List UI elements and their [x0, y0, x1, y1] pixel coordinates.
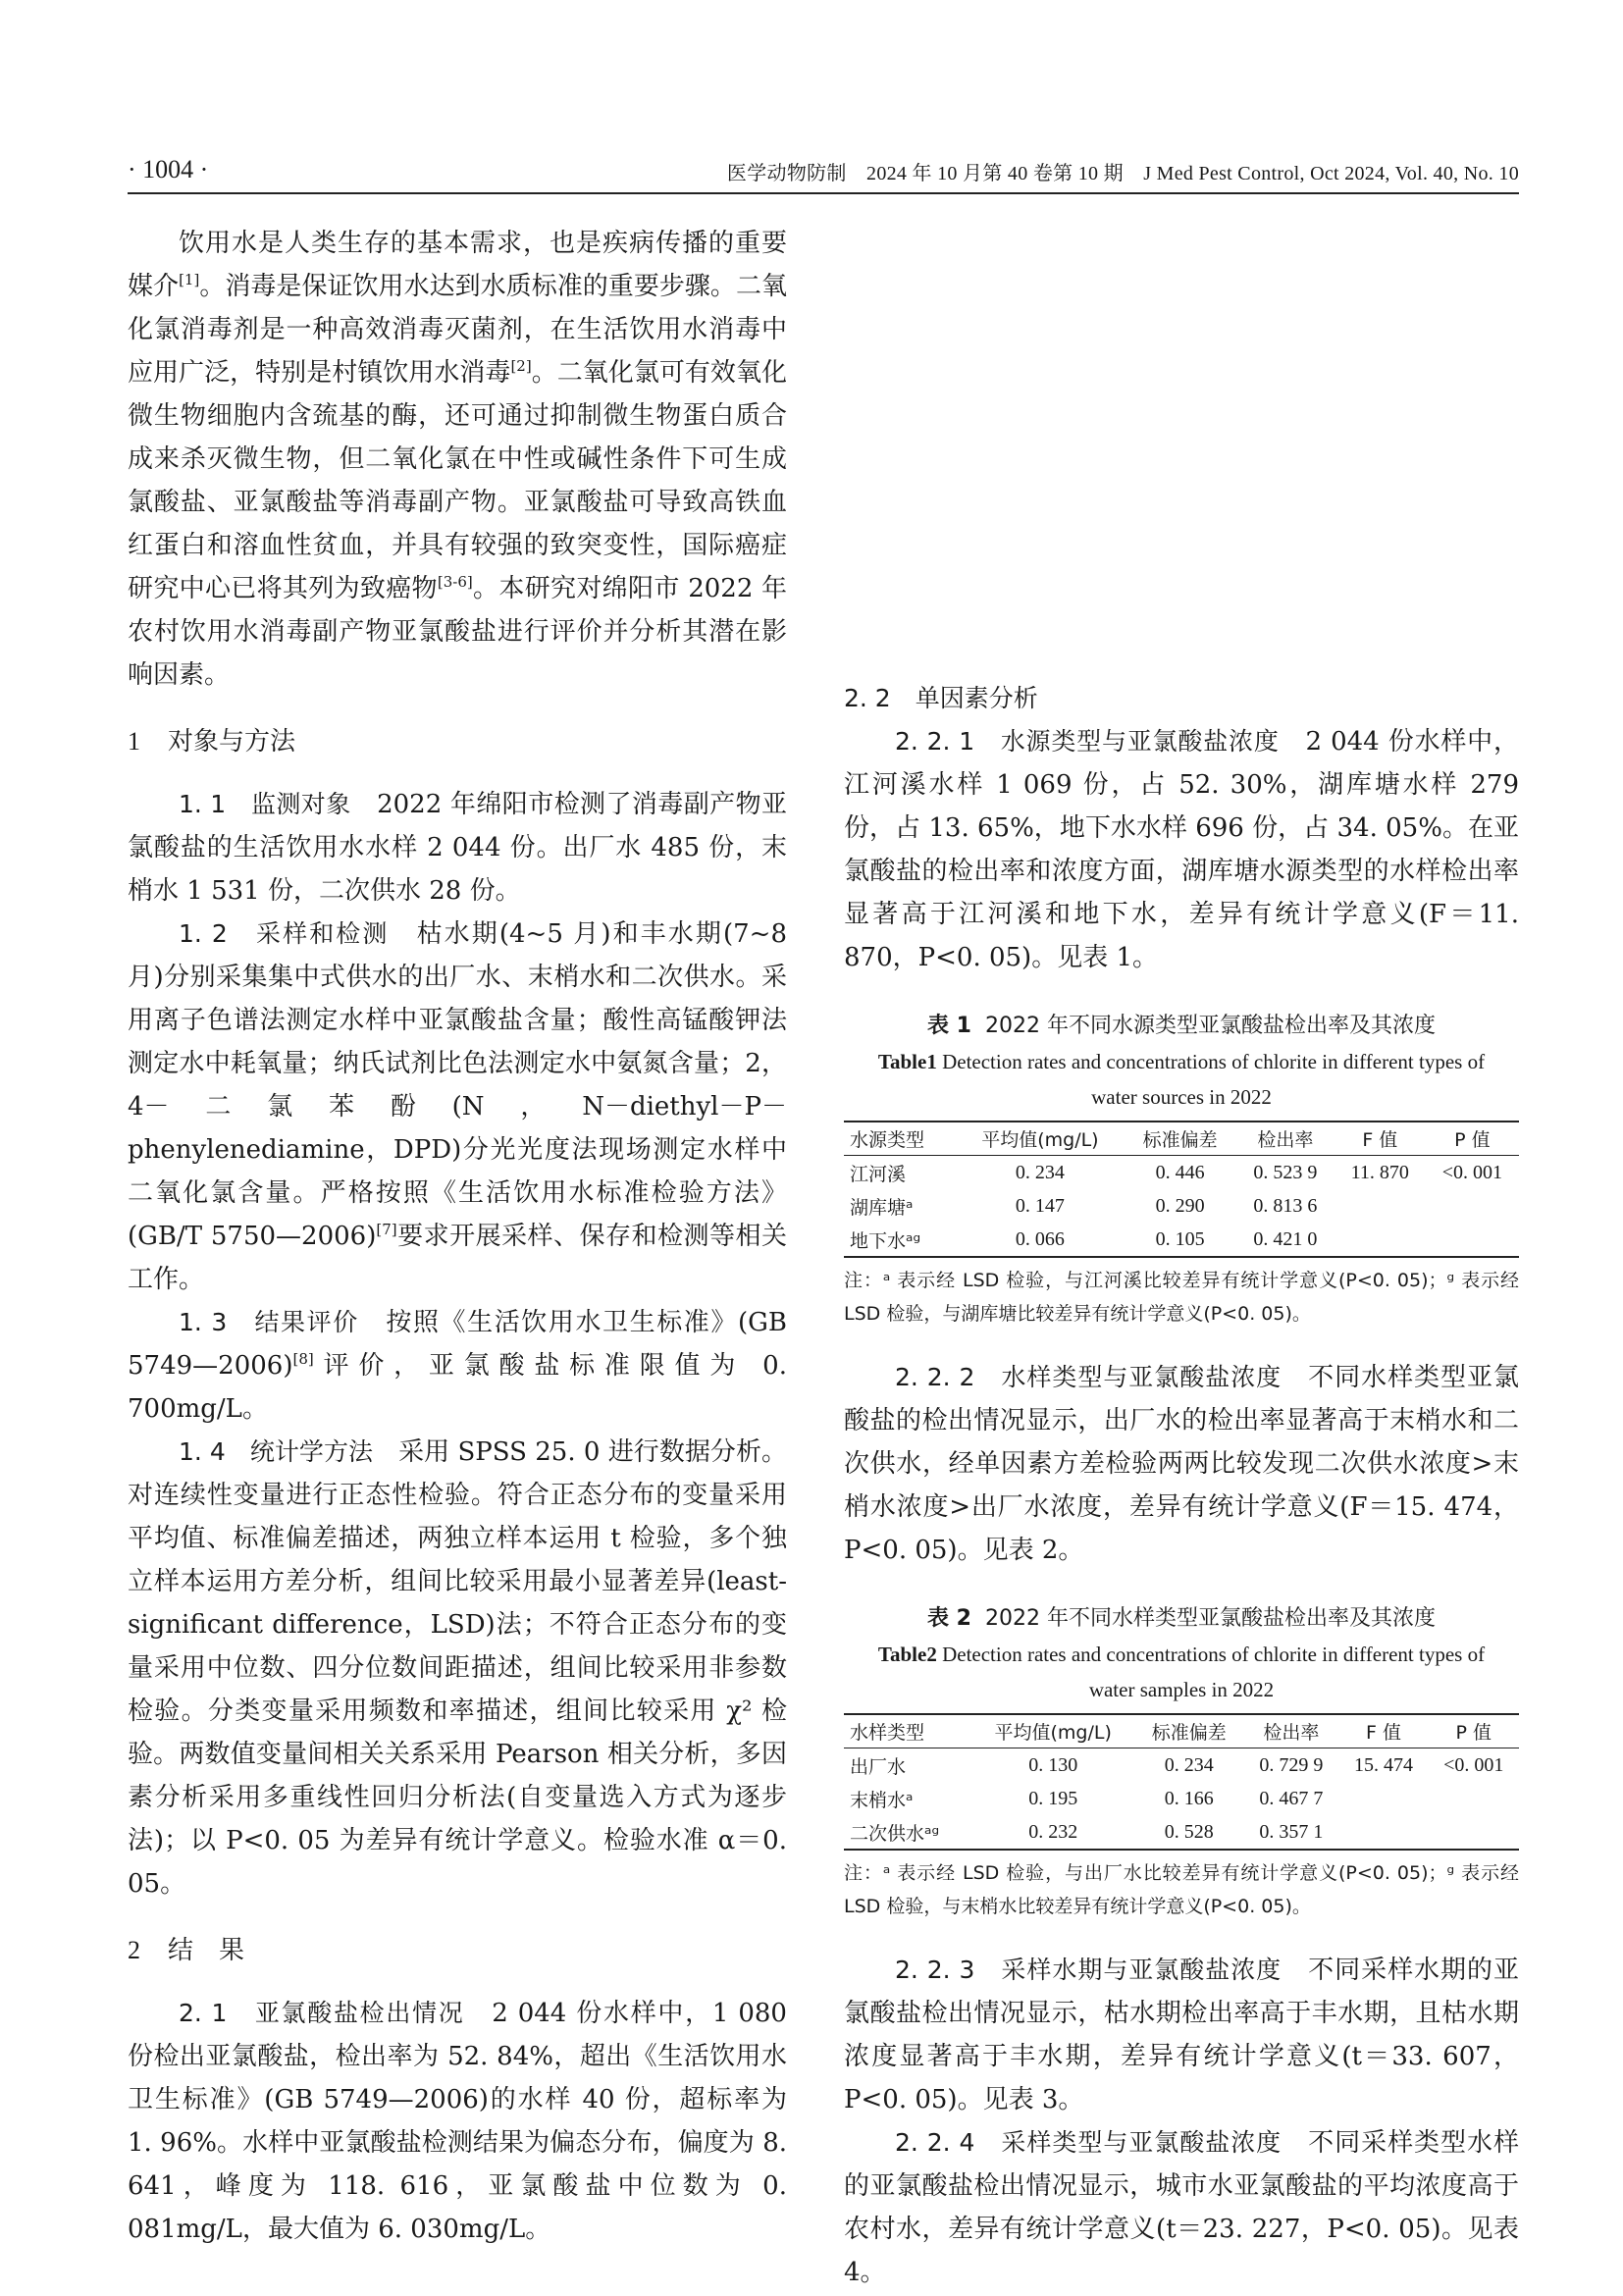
- table-cell: <0. 001: [1441, 1161, 1502, 1183]
- table-1-note: 注：ᵃ 表示经 LSD 检验，与江河溪比较差异有统计学意义(P<0. 05)；ᵍ 表示经 LSD 检验，与湖库塘比较差异有统计学意义(P<0. 05)。: [844, 1270, 1519, 1325]
- table-header-row: [844, 1122, 1519, 1156]
- heading-1-3: 1. 3 结果评价: [179, 1308, 359, 1336]
- heading-2-2-3: 2. 2. 3 采样水期与亚氯酸盐浓度: [895, 1956, 1283, 1984]
- table-row: [844, 1223, 1519, 1257]
- column-header: 水源类型: [844, 1122, 956, 1156]
- column-header: F 值: [1339, 1714, 1429, 1748]
- citation-1[interactable]: [1]: [179, 271, 200, 288]
- table-cell: 0. 813 6: [1253, 1194, 1318, 1217]
- table-cell: 0. 232: [1028, 1820, 1078, 1843]
- table-cell: 0. 528: [1164, 1820, 1214, 1843]
- column-header: 检出率: [1236, 1122, 1335, 1156]
- table-cell: 地下水ᵃᵍ: [850, 1229, 921, 1252]
- table-row: [844, 1782, 1519, 1815]
- table-cell: 0. 421 0: [1253, 1227, 1318, 1250]
- table-cell: 11. 870: [1350, 1161, 1409, 1183]
- table-cell: [1428, 1815, 1519, 1850]
- column-header: 平均值(mg/L): [956, 1122, 1124, 1156]
- table-cell: [1335, 1189, 1426, 1223]
- column-header: P 值: [1426, 1122, 1519, 1156]
- table-cell: 0. 523 9: [1253, 1161, 1318, 1183]
- table-2-note: 注：ᵃ 表示经 LSD 检验，与出厂水比较差异有统计学意义(P<0. 05)；ᵍ 表示经 LSD 检验，与末梢水比较差异有统计学意义(P<0. 05)。: [844, 1862, 1519, 1917]
- paragraph-2-2-3: 2. 2. 3 采样水期与亚氯酸盐浓度 不同采样水期的亚氯酸盐检出情况显示，枯水期检出率高于丰水期，且枯水期浓度显著高于丰水期，差异有统计学意义(t＝33. 607，P<0. 05)。见表 3。: [844, 1956, 1519, 2114]
- table-1-caption-cn: 表 1 2022 年不同水源类型亚氯酸盐检出率及其浓度: [927, 1014, 1436, 1038]
- table-cell: [1426, 1189, 1519, 1223]
- column-header: F 值: [1335, 1122, 1426, 1156]
- table-cell: [1428, 1782, 1519, 1815]
- page-number: · 1004 ·: [128, 155, 209, 183]
- paragraph-1-1: 1. 1 监测对象 2022 年绵阳市检测了消毒副产物亚氯酸盐的生活饮用水水样 2 044 份。出厂水 485 份，末梢水 1 531 份，二次供水 28 份。: [128, 790, 787, 906]
- table-2-caption-en: Table2 Detection rates and concentrations of chlorite in different types of water samples in 2022: [877, 1643, 1486, 1701]
- table-cell: [1426, 1223, 1519, 1257]
- table-1-grid: [844, 1121, 1519, 1258]
- table-row: [844, 1189, 1519, 1223]
- table-cell: 0. 467 7: [1259, 1787, 1324, 1809]
- table-cell: [1339, 1782, 1429, 1815]
- section-2-title: 2 结 果: [128, 1936, 245, 1965]
- paragraph-1-4: 1. 4 统计学方法 采用 SPSS 25. 0 进行数据分析。对连续性变量进行正态性检验。符合正态分布的变量采用平均值、标准偏差描述，两独立样本运用 t 检验，多个独立样本运用方差分析，组间比较采用最小显著差异(least-significant difference，LSD)法；不符合正态分布的变量采用中位数、四分位数间距描述，组间比较采用非参数检验。分类变量采用频数和率描述，组间比较采用 χ² 检验。两数值变量间相关关系采用 Pearson 相关分析，多因素分析采用多重线性回归分析法(自变量选入方式为逐步法)；以 P<0. 05 为差异有统计学意义。检验水准 α＝0. 05。: [128, 1437, 788, 1899]
- citation-2[interactable]: [2]: [510, 357, 532, 375]
- table-cell: <0. 001: [1443, 1753, 1504, 1776]
- table-2: [844, 1601, 1519, 1923]
- paragraph-2-2-4: 2. 2. 4 采样类型与亚氯酸盐浓度 不同采样类型水样的亚氯酸盐检出情况显示，城市水亚氯酸盐的平均浓度高于农村水，差异有统计学意义(t＝23. 227，P<0. 05)。见表 4。: [844, 2128, 1519, 2287]
- column-header: 检出率: [1243, 1714, 1338, 1748]
- table-cell: 末梢水ᵃ: [850, 1789, 914, 1811]
- table-1-caption-en: Table1 Detection rates and concentrations of chlorite in different types of water sources in 2022: [877, 1050, 1486, 1109]
- heading-2-2-2: 2. 2. 2 水样类型与亚氯酸盐浓度: [895, 1363, 1283, 1391]
- heading-2-2-1: 2. 2. 1 水源类型与亚氯酸盐浓度: [895, 727, 1280, 756]
- table-2-grid: [844, 1713, 1519, 1851]
- paragraph-2-2-2: 2. 2. 2 水样类型与亚氯酸盐浓度 不同水样类型亚氯酸盐的检出情况显示，出厂水的检出率显著高于末梢水和二次供水，经单因素方差检验两两比较发现二次供水浓度>末梢水浓度>出厂水浓度，差异有统计学意义(F＝15. 474，P<0. 05)。见表 2。: [844, 1363, 1519, 1565]
- table-cell: 湖库塘ᵃ: [850, 1196, 914, 1219]
- table-1: [844, 1009, 1519, 1331]
- table-cell: 江河溪: [850, 1163, 907, 1185]
- heading-1-1: 1. 1 监测对象: [179, 790, 351, 818]
- table-cell: [1335, 1223, 1426, 1257]
- left-column: [128, 222, 787, 2251]
- citation-8[interactable]: [8]: [292, 1350, 314, 1368]
- table-cell: 0. 166: [1164, 1787, 1214, 1809]
- column-header: P 值: [1428, 1714, 1519, 1748]
- heading-2-2: 2. 2 单因素分析: [844, 684, 1038, 712]
- table-cell: 0. 234: [1164, 1753, 1214, 1776]
- heading-1-4: 1. 4 统计学方法: [179, 1437, 374, 1466]
- table-cell: 0. 105: [1155, 1227, 1205, 1250]
- intro-paragraph: 饮用水是人类生存的基本需求，也是疾病传播的重要媒介[1]。消毒是保证饮用水达到水质标准的重要步骤。二氧化氯消毒剂是一种高效消毒灭菌剂，在生活饮用水消毒中应用广泛，特别是村镇饮用水消毒[2]。二氧化氯可有效氧化微生物细胞内含巯基的酶，还可通过抑制微生物蛋白质合成来杀灭微生物，但二氧化氯在中性或碱性条件下可生成氯酸盐、亚氯酸盐等消毒副产物。亚氯酸盐可导致高铁血红蛋白和溶血性贫血，并具有较强的致突变性，国际癌症研究中心已将其列为致癌物[3-6]。本研究对绵阳市 2022 年农村饮用水消毒副产物亚氯酸盐进行评价并分析其潜在影响因素。: [128, 229, 787, 690]
- table-cell: 0. 066: [1015, 1227, 1065, 1250]
- table-cell: 0. 729 9: [1259, 1753, 1324, 1776]
- section-1-title: 1 对象与方法: [128, 727, 296, 757]
- column-header: 标准偏差: [1134, 1714, 1243, 1748]
- table-cell: 0. 446: [1155, 1161, 1205, 1183]
- heading-1-2: 1. 2 采样和检测: [179, 919, 390, 948]
- table-cell: 出厂水: [850, 1755, 907, 1778]
- column-header: 平均值(mg/L): [971, 1714, 1134, 1748]
- table-row: [844, 1156, 1519, 1190]
- table-row: [844, 1748, 1519, 1783]
- heading-2-1: 2. 1 亚氯酸盐检出情况: [179, 1999, 465, 2027]
- journal-running-head: 医学动物防制 2024 年 10 月第 40 卷第 10 期 J Med Pest Control, Oct 2024, Vol. 40, No. 10: [726, 163, 1519, 184]
- table-cell: [1339, 1815, 1429, 1850]
- paragraph-2-2-1: 2. 2. 1 水源类型与亚氯酸盐浓度 2 044 份水样中，江河溪水样 1 069 份，占 52. 30%，湖库塘水样 279 份，占 13. 65%，地下水水样 696 份，占 34. 05%。在亚氯酸盐的检出率和浓度方面，湖库塘水源类型的水样检出率显著高于江河溪和地下水，差异有统计学意义(F＝11. 870，P<0. 05)。见表 1。: [844, 727, 1519, 972]
- table-2-caption-cn: 表 2 2022 年不同水样类型亚氯酸盐检出率及其浓度: [927, 1606, 1436, 1631]
- table-row: [844, 1815, 1519, 1850]
- heading-2-2-4: 2. 2. 4 采样类型与亚氯酸盐浓度: [895, 2128, 1283, 2157]
- column-header: 标准偏差: [1124, 1122, 1235, 1156]
- column-header: 水样类型: [844, 1714, 971, 1748]
- table-cell: 0. 357 1: [1259, 1820, 1324, 1843]
- table-cell: 0. 195: [1028, 1787, 1078, 1809]
- table-cell: 15. 474: [1353, 1753, 1413, 1776]
- citation-7[interactable]: [7]: [376, 1221, 397, 1238]
- citation-3-6[interactable]: [3-6]: [437, 573, 473, 591]
- table-cell: 0. 290: [1155, 1194, 1205, 1217]
- right-column: [844, 677, 1519, 2294]
- running-header: [128, 153, 1519, 194]
- table-cell: 0. 234: [1015, 1161, 1065, 1183]
- table-cell: 0. 130: [1028, 1753, 1078, 1776]
- paragraph-1-2: 1. 2 采样和检测 枯水期(4~5 月)和丰水期(7~8 月)分别采集集中式供水的出厂水、末梢水和二次供水。采用离子色谱法测定水样中亚氯酸盐含量；酸性高锰酸钾法测定水中耗氧量；纳氏试剂比色法测定水中氨氮含量；2，4－二氯苯酚(N，N－diethyl－P－phenylenediamine，DPD)分光光度法现场测定水样中二氧化氯含量。严格按照《生活饮用水标准检验方法》(GB/T 5750—2006)[7]要求开展采样、保存和检测等相关工作。: [128, 919, 787, 1294]
- table-header-row: [844, 1714, 1519, 1748]
- paragraph-2-1: 2. 1 亚氯酸盐检出情况 2 044 份水样中，1 080 份检出亚氯酸盐，检出率为 52. 84%，超出《生活饮用水卫生标准》(GB 5749—2006)的水样 40 份，超标率为 1. 96%。水样中亚氯酸盐检测结果为偏态分布，偏度为 8. 641，峰度为 118. 616，亚氯酸盐中位数为 0. 081mg/L，最大值为 6. 030mg/L。: [128, 1999, 787, 2244]
- table-cell: 0. 147: [1015, 1194, 1065, 1217]
- table-cell: 二次供水ᵃᵍ: [850, 1822, 940, 1845]
- paragraph-1-3: 1. 3 结果评价 按照《生活饮用水卫生标准》(GB 5749—2006)[8]评价，亚氯酸盐标准限值为 0. 700mg/L。: [128, 1308, 787, 1424]
